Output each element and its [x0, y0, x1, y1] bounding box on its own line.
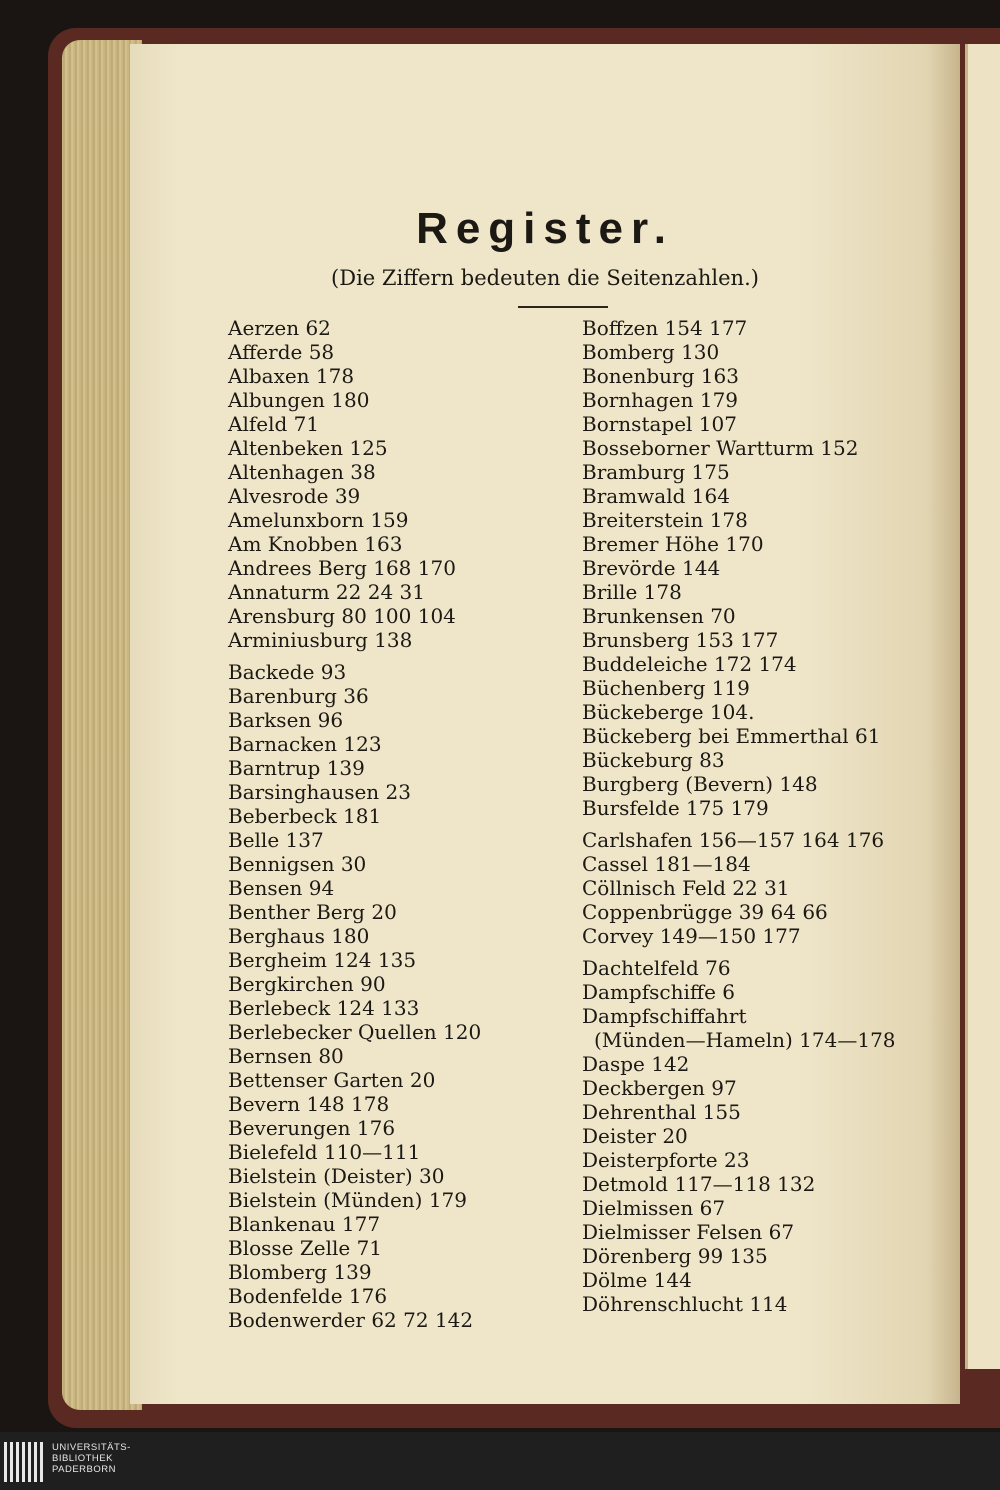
index-entry: Deister 20: [582, 1124, 688, 1148]
index-entry: Dörenberg 99 135: [582, 1244, 768, 1268]
index-entry: Alfeld 71: [228, 412, 320, 436]
index-entry: Benther Berg 20: [228, 900, 397, 924]
index-column-right: [582, 316, 896, 1316]
index-entry: Albungen 180: [228, 388, 370, 412]
index-entry: Arensburg 80 100 104: [228, 604, 456, 628]
book-page: [130, 44, 960, 1404]
index-entry: Bramburg 175: [582, 460, 730, 484]
index-entry: Beverungen 176: [228, 1116, 396, 1140]
library-footer: [0, 1432, 1000, 1490]
index-entry: Daspe 142: [582, 1052, 690, 1076]
index-entry: Blosse Zelle 71: [228, 1236, 383, 1260]
index-entry: Burgberg (Bevern) 148: [582, 772, 818, 796]
index-column-left: [228, 316, 481, 1332]
index-entry: Bielstein (Deister) 30: [228, 1164, 445, 1188]
index-entry: Bielstein (Münden) 179: [228, 1188, 467, 1212]
index-entry: Bernsen 80: [228, 1044, 344, 1068]
index-entry: Bennigsen 30: [228, 852, 367, 876]
index-entry: Am Knobben 163: [228, 532, 403, 556]
index-entry: Boffzen 154 177: [582, 316, 748, 340]
page-subtitle: (Die Ziffern bedeuten die Seitenzahlen.): [331, 266, 759, 290]
index-entry: Bremer Höhe 170: [582, 532, 764, 556]
library-name-line2: BIBLIOTHEK: [52, 1453, 113, 1464]
facing-page-edge: [965, 44, 1000, 1369]
index-entry: Bettenser Garten 20: [228, 1068, 436, 1092]
index-entry: Altenbeken 125: [228, 436, 388, 460]
library-name-line3: PADERBORN: [52, 1464, 116, 1475]
index-entry: Bornstapel 107: [582, 412, 737, 436]
index-entry: Breiterstein 178: [582, 508, 748, 532]
index-entry: Backede 93: [228, 660, 347, 684]
page-title: Register.: [416, 204, 674, 253]
index-entry: Döhrenschlucht 114: [582, 1292, 788, 1316]
index-entry: Bornhagen 179: [582, 388, 739, 412]
index-entry: Barksen 96: [228, 708, 344, 732]
index-entry: Brevörde 144: [582, 556, 721, 580]
index-entry: Dölme 144: [582, 1268, 692, 1292]
index-entry: Blomberg 139: [228, 1260, 372, 1284]
index-entry: Bergheim 124 135: [228, 948, 417, 972]
index-entry: Barsinghausen 23: [228, 780, 411, 804]
index-entry: Beberbeck 181: [228, 804, 382, 828]
index-entry: Blankenau 177: [228, 1212, 381, 1236]
index-entry: Bückeberge 104.: [582, 700, 755, 724]
index-entry: Brunkensen 70: [582, 604, 736, 628]
index-entry: Bomberg 130: [582, 340, 720, 364]
index-entry: Altenhagen 38: [228, 460, 376, 484]
index-entry: (Münden—Hameln) 174—178: [594, 1028, 896, 1052]
index-entry: Annaturm 22 24 31: [228, 580, 425, 604]
index-entry: Bensen 94: [228, 876, 335, 900]
index-entry: Deisterpforte 23: [582, 1148, 750, 1172]
index-entry: Bosseborner Wartturm 152: [582, 436, 859, 460]
index-entry: Corvey 149—150 177: [582, 924, 801, 948]
index-entry: Cöllnisch Feld 22 31: [582, 876, 790, 900]
index-entry: Detmold 117—118 132: [582, 1172, 816, 1196]
index-entry: Barenburg 36: [228, 684, 369, 708]
index-entry: Andrees Berg 168 170: [228, 556, 456, 580]
library-name: [52, 1442, 131, 1475]
index-entry: Brille 178: [582, 580, 682, 604]
library-logo-icon: [4, 1442, 46, 1482]
index-entry: Berlebeck 124 133: [228, 996, 420, 1020]
index-entry: Coppenbrügge 39 64 66: [582, 900, 828, 924]
index-entry: Dachtelfeld 76: [582, 956, 731, 980]
index-entry: Deckbergen 97: [582, 1076, 737, 1100]
index-entry: Büchenberg 119: [582, 676, 750, 700]
index-entry: Bückeburg 83: [582, 748, 725, 772]
index-entry: Albaxen 178: [228, 364, 355, 388]
index-entry: Carlshafen 156—157 164 176: [582, 828, 885, 852]
library-name-line1: UNIVERSITÄTS-: [52, 1442, 131, 1453]
index-entry: Cassel 181—184: [582, 852, 751, 876]
index-entry: Berghaus 180: [228, 924, 370, 948]
title-rule: [518, 306, 608, 308]
index-entry: Alvesrode 39: [228, 484, 361, 508]
index-entry: Bevern 148 178: [228, 1092, 390, 1116]
index-entry: Bodenwerder 62 72 142: [228, 1308, 474, 1332]
index-entry: Belle 137: [228, 828, 324, 852]
index-entry: Amelunxborn 159: [228, 508, 409, 532]
index-entry: Afferde 58: [228, 340, 335, 364]
index-entry: Bückeberg bei Emmerthal 61: [582, 724, 881, 748]
index-entry: Aerzen 62: [228, 316, 331, 340]
index-entry: Buddeleiche 172 174: [582, 652, 797, 676]
index-entry: Bonenburg 163: [582, 364, 739, 388]
index-entry: Berlebecker Quellen 120: [228, 1020, 482, 1044]
index-entry: Bramwald 164: [582, 484, 730, 508]
index-entry: Bergkirchen 90: [228, 972, 386, 996]
index-entry: Dielmissen 67: [582, 1196, 726, 1220]
index-entry: Arminiusburg 138: [228, 628, 413, 652]
index-entry: Bursfelde 175 179: [582, 796, 769, 820]
index-entry: Brunsberg 153 177: [582, 628, 779, 652]
index-entry: Barnacken 123: [228, 732, 382, 756]
index-entry: Barntrup 139: [228, 756, 365, 780]
index-entry: Dampfschiffahrt: [582, 1004, 747, 1028]
index-entry: Bielefeld 110—111: [228, 1140, 421, 1164]
index-entry: Dehrenthal 155: [582, 1100, 741, 1124]
index-entry: Bodenfelde 176: [228, 1284, 388, 1308]
index-entry: Dampfschiffe 6: [582, 980, 735, 1004]
index-entry: Dielmisser Felsen 67: [582, 1220, 795, 1244]
